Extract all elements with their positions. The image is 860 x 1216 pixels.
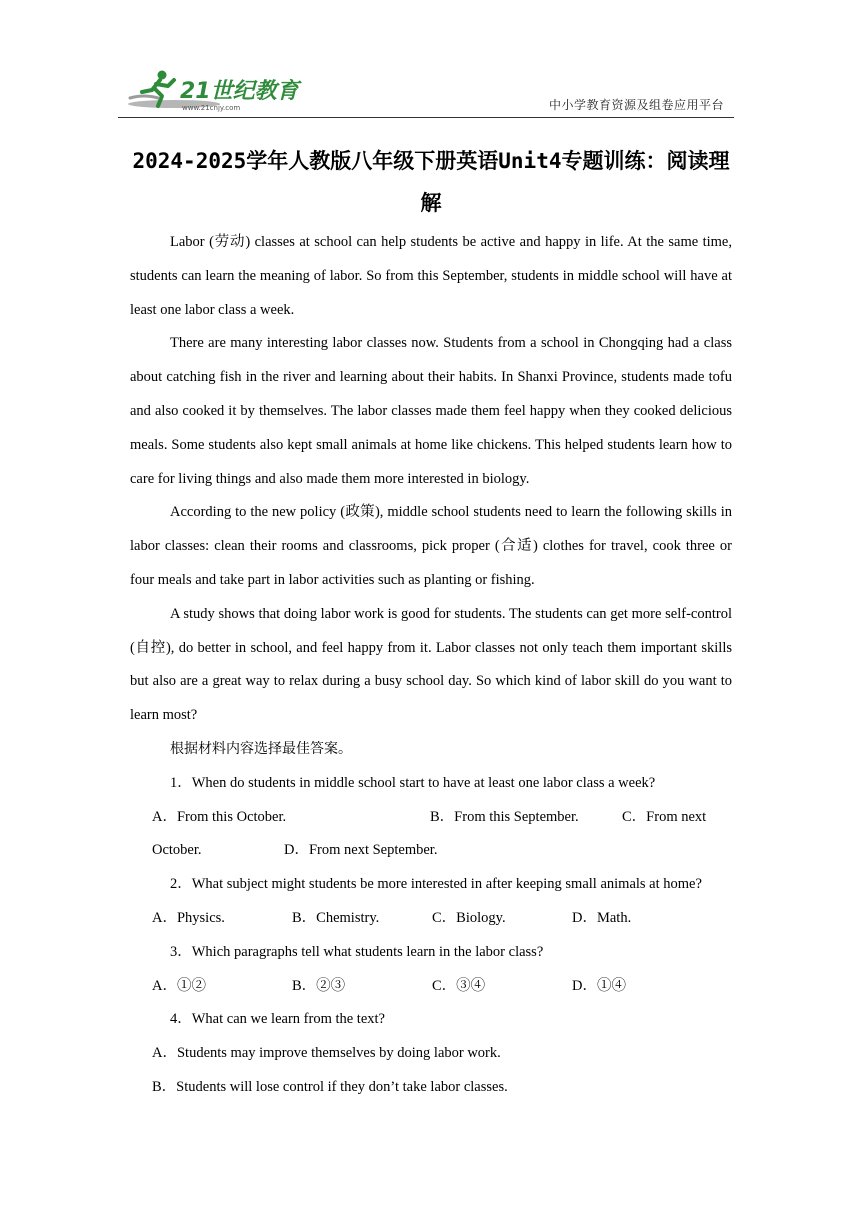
question-stem: 3．Which paragraphs tell what students learn in the labor class? [170,943,544,960]
question-options [130,970,732,1004]
option-row [152,834,732,868]
page-header [118,66,734,118]
paragraph-1: Labor (劳动) classes at school can help students be active and happy in life. At the same time, students can learn the meaning of labor. So from this September, students in middle school will have at least one labor class a week. [130,234,732,318]
runner-logo-icon [124,68,304,114]
question-stem: 1．When do students in middle school start to have at least one labor class a week? [170,774,656,791]
option-c[interactable]: C．From next [622,808,707,825]
question-3 [130,936,732,1004]
option-d[interactable]: D．①④ [572,977,626,994]
option-c[interactable]: C．③④ [432,977,486,994]
option-d[interactable]: D．Math. [572,909,632,926]
option-b[interactable]: B．Students will lose control if they don’t take labor classes. [152,1078,508,1095]
option-a[interactable]: A．Physics. [152,909,225,926]
logo-url: www.21cnjy.com [182,104,241,112]
option-b[interactable]: B．②③ [292,977,346,994]
paragraph-3: According to the new policy (政策), middle school students need to learn the following skills in labor classes: clean their rooms and classrooms, pick proper (合适) clothes for travel, cook three or four meals and take part in labor activities such as planting or fishing. [130,504,732,588]
option-a[interactable]: A．From this October. [152,808,287,825]
question-1 [130,767,732,868]
option-a[interactable]: A．Students may improve themselves by doing labor work. [152,1045,501,1062]
header-divider [118,117,734,118]
question-options [130,801,732,869]
platform-name: 中小学教育资源及组卷应用平台 [548,98,724,112]
question-options [130,902,732,936]
question-stem: 2．What subject might students be more interested in after keeping small animals at home? [170,876,702,893]
paragraph-4: A study shows that doing labor work is good for students. The students can get more self-control (自控), do better in school, and feel happy from it. Labor classes not only teach them important skills but also are a great way to relax during a busy school day. So which kind of labor skill do you want to learn most? [130,605,732,724]
option-d[interactable]: D．From next September. [284,842,438,859]
option-c-continued[interactable]: October. [152,842,202,859]
logo-text: 21世纪教育 [180,79,299,104]
page-title: 2024-2025学年人教版八年级下册英语Unit4专题训练：阅读理解 [132,149,730,215]
paragraph-2: There are many interesting labor classes now. Students from a school in Chongqing had a class about catching fish in the river and learning about their habits. In Shanxi Province, students made tofu and also cooked it by themselves. The labor classes made them feel happy when they cooked delicious meals. Some students also kept small animals at home like chickens. This helped students learn how to care for living things and also made them more interested in biology. [130,335,732,487]
instruction: 根据材料内容选择最佳答案。 [170,740,352,757]
option-b[interactable]: B．From this September. [430,808,579,825]
question-2 [130,868,732,936]
option-c[interactable]: C．Biology. [432,909,506,926]
option-a[interactable]: A．①② [152,977,206,994]
option-b[interactable]: B．Chemistry. [292,909,380,926]
question-stem: 4．What can we learn from the text? [170,1011,385,1028]
logo [124,68,304,114]
reading-passage [130,226,732,1105]
question-options [130,1037,732,1105]
question-4 [130,1003,732,1104]
